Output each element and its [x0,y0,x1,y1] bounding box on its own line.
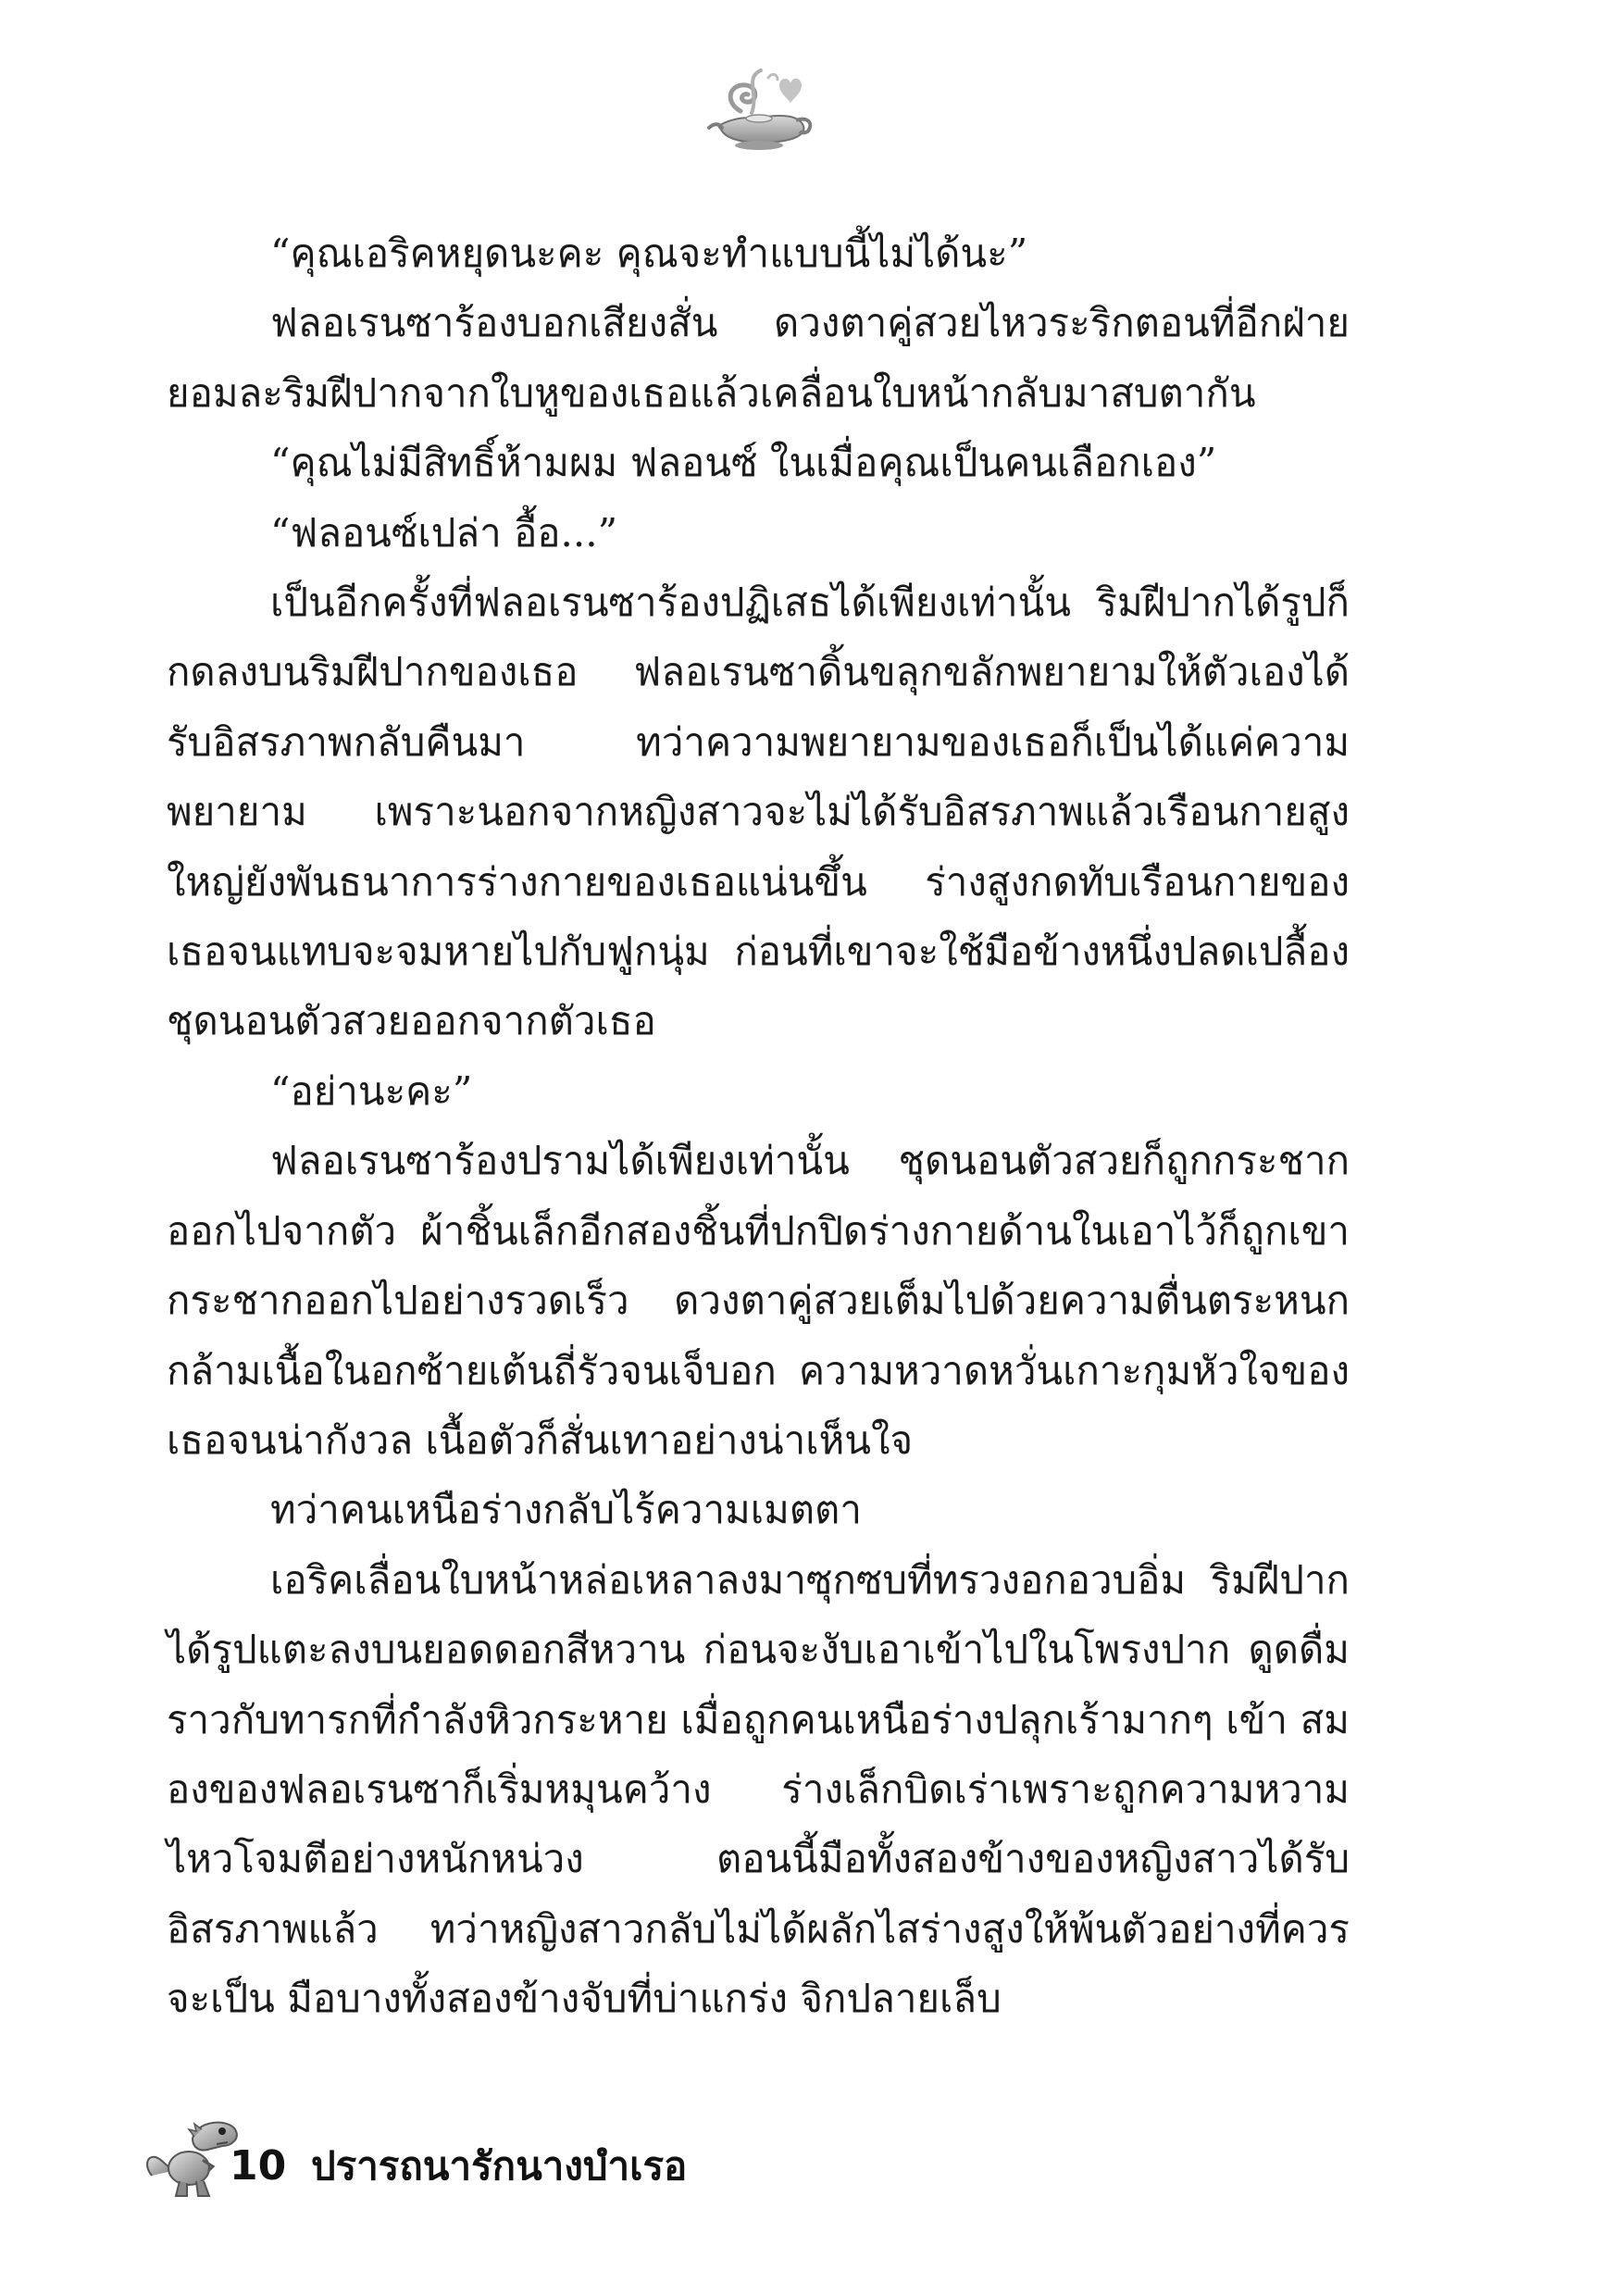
book-title: ปรารถนารักนางบำเรอ [311,2143,688,2189]
paragraph: เป็นอีกครั้งที่ฟลอเรนซาร้องปฏิเสธได้เพียงเท่านั้น ริมฝีปากได้รูปก็กดลงบนริมฝีปากของเธอ ฟลอเรนซาดิ้นขลุกขลักพยายามให้ตัวเองได้รับอิสรภาพกลับคืนมา ทว่าความพยายามของเธอก็เป็นได้แค่ความพยายาม เพราะนอกจากหญิงสาวจะไม่ได้รับอิสรภาพแล้วเรือนกายสูงใหญ่ยังพันธนาการร่างกายของเธอแน่นขึ้น ร่างสูงกดทับเรือนกายของเธอจนแทบจะจมหายไปกับฟูกนุ่ม ก่อนที่เขาจะใช้มือข้างหนึ่งปลดเปลื้องชุดนอนตัวสวยออกจากตัวเธอ [167,580,1350,1044]
page-footer [139,2102,972,2213]
paragraph: “คุณเอริคหยุดนะคะ คุณจะทำแบบนี้ไม่ได้นะ” [270,231,1028,276]
paragraph: เอริคเลื่อนใบหน้าหล่อเหลาลงมาซุกซบที่ทรวงอกอวบอิ่ม ริมฝีปากได้รูปแตะลงบนยอดดอกสีหวาน ก่อนจะงับเอาเข้าไปในโพรงปาก ดูดดื่มราวกับทารกที่กำลังหิวกระหาย เมื่อถูกคนเหนือร่างปลุกเร้ามากๆ เข้า สมองของฟลอเรนซาก็เริ่มหมุนคว้าง ร่างเล็กบิดเร่าเพราะถูกความหวามไหวโจมตีอย่างหนักหน่วง ตอนนี้มือทั้งสองข้างของหญิงสาวได้รับอิสรภาพแล้ว ทว่าหญิงสาวกลับไม่ได้ผลักไสร่างสูงให้พ้นตัวอย่างที่ควรจะเป็น มือบางทั้งสองข้างจับที่บ่าแกร่ง จิกปลายเล็บ [167,1556,1350,2022]
paragraph: “อย่านะคะ” [270,1067,473,1114]
body-text [167,218,1350,2034]
paragraph: “คุณไม่มีสิทธิ์ห้ามผม ฟลอนซ์ ในเมื่อคุณเป็นคนเลือกเอง” [270,440,1217,486]
page-number: 10 [230,2142,287,2190]
paragraph: ฟลอเรนซาร้องบอกเสียงสั่น ดวงตาคู่สวยไหวระริกตอนที่อีกฝ่ายยอมละริมฝีปากจากใบหูของเธอแล้วเคลื่อนใบหน้ากลับมาสบตากัน [167,300,1350,416]
paragraph: ฟลอเรนซาร้องปรามได้เพียงเท่านั้น ชุดนอนตัวสวยก็ถูกกระชากออกไปจากตัว ผ้าชิ้นเล็กอีกสองชิ้นที่ปกปิดร่างกายด้านในเอาไว้ก็ถูกเขากระชากออกไปอย่างรวดเร็ว ดวงตาคู่สวยเต็มไปด้วยความตื่นตระหนก กล้ามเนื้อในอกซ้ายเต้นถี่รัวจนเจ็บอก ความหวาดหวั่นเกาะกุมหัวใจของเธอจนน่ากังวล เนื้อตัวก็สั่นเทาอย่างน่าเห็นใจ [167,1138,1350,1463]
lamp-emblem-icon [703,57,815,159]
paragraph: ทว่าคนเหนือร่างกลับไร้ความเมตตา [270,1487,862,1533]
paragraph: “ฟลอนซ์เปล่า อื้อ...” [270,509,618,555]
